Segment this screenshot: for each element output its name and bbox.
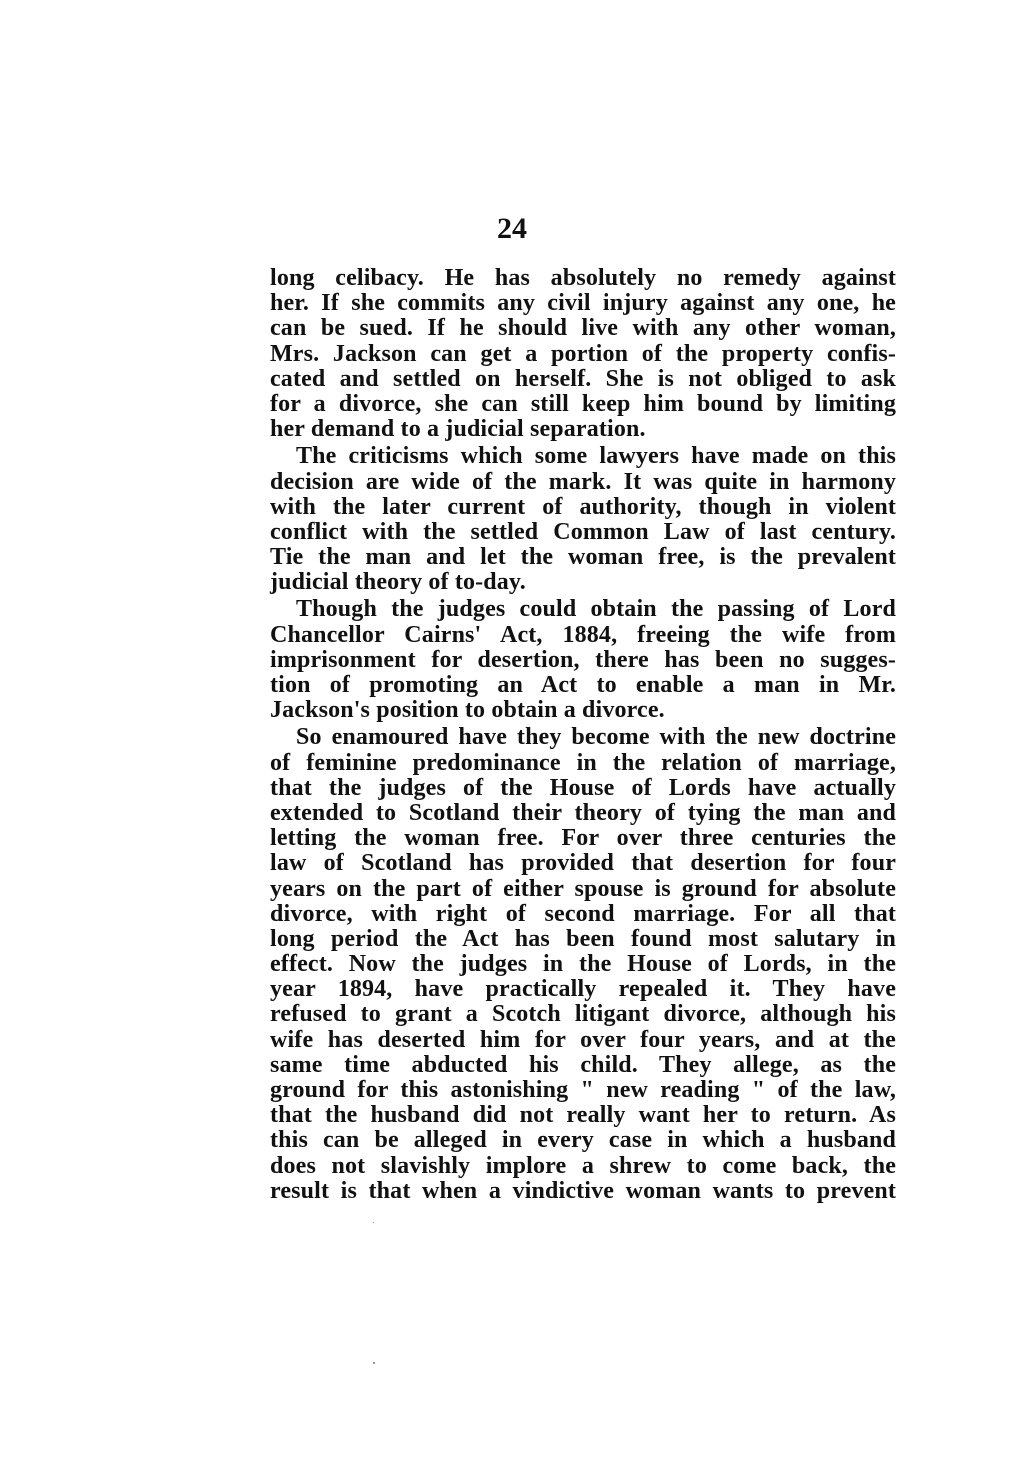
text-line: for a divorce, she can still keep him bound by limiting	[270, 390, 896, 417]
text-line: result is that when a vindictive woman wants to prevent	[270, 1177, 896, 1204]
text-line: Jackson's position to obtain a divorce.	[270, 697, 665, 724]
page-number: 24	[497, 212, 527, 245]
text-line: that the judges of the House of Lords have actually	[270, 774, 896, 801]
text-line: effect. Now the judges in the House of Lords, in the	[270, 951, 896, 978]
scan-speck	[373, 1222, 374, 1223]
text-line: ground for this astonishing " new reading " of the law,	[270, 1077, 896, 1103]
text-line: judicial theory of to-day.	[270, 569, 526, 596]
body-text	[270, 266, 896, 1204]
paragraph-3	[270, 597, 896, 723]
text-line: refused to grant a Scotch litigant divorce, although his	[270, 1001, 896, 1028]
text-line: Mrs. Jackson can get a portion of the property confis-	[270, 340, 896, 367]
text-line: wife has deserted him for over four years, and at the	[270, 1026, 896, 1053]
text-line: Chancellor Cairns' Act, 1884, freeing the wife from	[270, 621, 896, 648]
text-line: The criticisms which some lawyers have made on this	[296, 443, 896, 470]
scan-speck	[373, 1362, 375, 1364]
text-line: with the later current of authority, though in violent	[270, 493, 896, 520]
text-line: that the husband did not really want her to return. As	[270, 1102, 896, 1129]
text-line: decision are wide of the mark. It was quite in harmony	[270, 468, 896, 495]
paragraph-2	[270, 444, 896, 595]
text-line: year 1894, have practically repealed it. They have	[270, 976, 896, 1003]
text-line: divorce, with right of second marriage. For all that	[270, 900, 896, 927]
text-line: of feminine predominance in the relation of marriage,	[270, 749, 896, 776]
text-line: Tie the man and let the woman free, is the prevalent	[270, 544, 896, 571]
text-line: this can be alleged in every case in which a husband	[270, 1127, 896, 1154]
text-line: can be sued. If he should live with any other woman,	[270, 315, 896, 342]
text-line: does not slavishly implore a shrew to come back, the	[270, 1152, 896, 1179]
text-line: tion of promoting an Act to enable a man in Mr.	[270, 672, 896, 698]
text-line: her. If she commits any civil injury against any one, he	[270, 290, 896, 317]
text-line: long celibacy. He has absolutely no remedy against	[270, 265, 896, 291]
text-line: law of Scotland has provided that desertion for four	[270, 850, 896, 877]
text-line: So enamoured have they become with the new doctrine	[296, 724, 896, 751]
text-line: her demand to a judicial separation.	[270, 416, 646, 443]
text-line: conflict with the settled Common Law of last century.	[270, 518, 896, 545]
paragraph-1	[270, 266, 896, 442]
paragraph-4	[270, 725, 896, 1204]
text-line: cated and settled on herself. She is not obliged to ask	[270, 365, 896, 392]
text-line: years on the part of either spouse is ground for absolute	[270, 875, 896, 902]
text-line: letting the woman free. For over three centuries the	[270, 825, 896, 852]
text-line: long period the Act has been found most salutary in	[270, 925, 896, 952]
text-line: extended to Scotland their theory of tying the man and	[270, 799, 896, 826]
text-line: same time abducted his child. They allege, as the	[270, 1051, 896, 1078]
text-line: Though the judges could obtain the passing of Lord	[296, 596, 896, 623]
text-line: imprisonment for desertion, there has been no sugges-	[270, 646, 896, 673]
